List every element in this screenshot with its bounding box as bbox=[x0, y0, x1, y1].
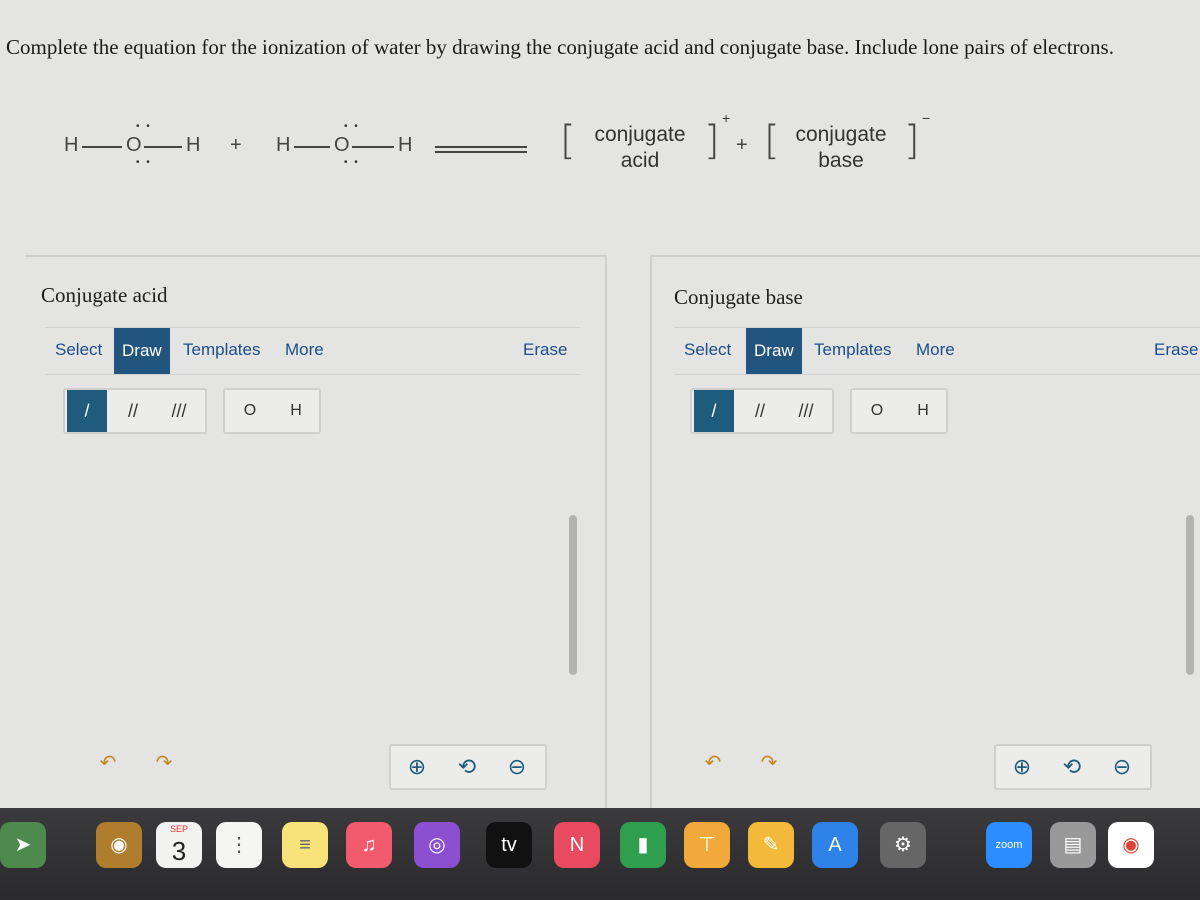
bracket-open: [ bbox=[560, 118, 576, 164]
zoom-out-icon[interactable]: ⊖ bbox=[1112, 754, 1132, 779]
calendar-month: SEP bbox=[169, 824, 188, 834]
draw-tab[interactable]: Draw bbox=[746, 328, 802, 374]
panel-title: Conjugate base bbox=[674, 285, 803, 309]
select-tab[interactable]: Select bbox=[55, 340, 103, 359]
eq-bond bbox=[144, 146, 182, 148]
tv-label: tv bbox=[501, 834, 517, 856]
bracket-close: ] bbox=[904, 118, 920, 164]
eq-h-atom: H bbox=[186, 134, 201, 156]
news-icon[interactable]: N bbox=[554, 822, 600, 868]
eq-bond bbox=[352, 146, 394, 148]
eq-plus: + bbox=[230, 134, 242, 156]
pages-icon[interactable]: ✎ bbox=[748, 822, 794, 868]
scrollbar[interactable] bbox=[1186, 515, 1194, 675]
bond-tool-group bbox=[690, 388, 834, 434]
lone-pair-dots: • • bbox=[344, 157, 360, 168]
select-tab[interactable]: Select bbox=[684, 340, 732, 359]
triple-bond-button[interactable]: /// bbox=[171, 401, 187, 421]
more-tab[interactable]: More bbox=[916, 340, 955, 359]
app-store-icon[interactable]: A bbox=[812, 822, 858, 868]
eq-h-atom: H bbox=[64, 134, 79, 156]
zoom-in-icon[interactable]: ⊕ bbox=[407, 754, 427, 779]
tv-icon[interactable] bbox=[486, 822, 532, 868]
editor-toolbar bbox=[45, 327, 580, 375]
oxygen-atom-button[interactable]: O bbox=[243, 402, 257, 419]
eq-bond bbox=[294, 146, 330, 148]
redo-icon[interactable]: ↷ bbox=[760, 752, 778, 774]
positive-charge: + bbox=[722, 110, 731, 126]
lone-pair-dots: • • bbox=[136, 121, 152, 132]
numbers-icon[interactable]: ▮ bbox=[620, 822, 666, 868]
hydrogen-atom-button[interactable]: H bbox=[917, 402, 929, 419]
hydrogen-atom-button[interactable]: H bbox=[290, 402, 302, 419]
calendar-icon[interactable] bbox=[156, 822, 202, 868]
notes-icon[interactable]: ≡ bbox=[282, 822, 328, 868]
conjugate-base-panel bbox=[650, 255, 1200, 812]
double-bond-button[interactable]: // bbox=[127, 401, 138, 421]
lone-pair-dots: • • bbox=[136, 157, 152, 168]
oxygen-atom-button[interactable]: O bbox=[870, 402, 884, 419]
zoom-app-label: zoom bbox=[995, 839, 1023, 851]
bracket-open: [ bbox=[764, 118, 780, 164]
calendar-day: 3 bbox=[171, 836, 187, 866]
zoom-tool-group bbox=[389, 744, 547, 790]
chrome-icon[interactable]: ◉ bbox=[1108, 822, 1154, 868]
undo-icon[interactable]: ↶ bbox=[99, 752, 117, 774]
erase-button[interactable]: Erase bbox=[1154, 340, 1199, 359]
eq-h-atom: H bbox=[276, 134, 291, 156]
drawing-canvas[interactable] bbox=[652, 447, 1200, 727]
undo-icon[interactable]: ↶ bbox=[704, 752, 722, 774]
maps-icon[interactable]: ➤ bbox=[0, 822, 46, 868]
system-preferences-icon[interactable]: ⚙ bbox=[880, 822, 926, 868]
single-bond-button[interactable]: / bbox=[694, 390, 734, 432]
erase-button[interactable]: Erase bbox=[523, 340, 568, 359]
panel-title: Conjugate acid bbox=[41, 283, 168, 307]
ionization-equation bbox=[0, 110, 1200, 190]
conjugate-acid-panel bbox=[25, 255, 607, 812]
scrollbar[interactable] bbox=[569, 515, 577, 675]
zoom-tool-group bbox=[994, 744, 1152, 790]
reminders-icon[interactable]: ⋮ bbox=[216, 822, 262, 868]
canvas-bottom-tools bbox=[87, 744, 587, 790]
macos-dock bbox=[0, 808, 1200, 900]
music-icon[interactable]: ♫ bbox=[346, 822, 392, 868]
editor-toolbar bbox=[674, 327, 1200, 375]
atom-tool-group bbox=[850, 388, 948, 434]
zoom-reset-icon[interactable]: ⟲ bbox=[1062, 754, 1082, 779]
redo-icon[interactable]: ↷ bbox=[155, 752, 173, 774]
eq-o-atom: O bbox=[334, 134, 350, 156]
zoom-in-icon[interactable]: ⊕ bbox=[1012, 754, 1032, 779]
zoom-app-icon[interactable] bbox=[986, 822, 1032, 868]
more-tab[interactable]: More bbox=[285, 340, 324, 359]
zoom-out-icon[interactable]: ⊖ bbox=[507, 754, 527, 779]
eq-h-atom: H bbox=[398, 134, 413, 156]
canvas-bottom-tools bbox=[692, 744, 1192, 790]
templates-tab[interactable]: Templates bbox=[183, 340, 261, 359]
zoom-reset-icon[interactable]: ⟲ bbox=[457, 754, 477, 779]
conjugate-acid-label: conjugate acid bbox=[594, 123, 686, 172]
triple-bond-button[interactable]: /// bbox=[798, 401, 814, 421]
atom-tool-group bbox=[223, 388, 321, 434]
question-text: Complete the equation for the ionization of water by drawing the conjugate acid and conjugate base. Include lone pairs of electrons. bbox=[6, 35, 1114, 59]
negative-charge: − bbox=[922, 110, 931, 126]
double-bond-button[interactable]: // bbox=[754, 401, 765, 421]
drawing-canvas[interactable] bbox=[25, 447, 605, 727]
single-bond-button[interactable]: / bbox=[67, 390, 107, 432]
bracket-close: ] bbox=[704, 118, 720, 164]
bond-tool-group bbox=[63, 388, 207, 434]
lone-pair-dots: • • bbox=[344, 121, 360, 132]
podcasts-icon[interactable]: ◎ bbox=[414, 822, 460, 868]
contacts-icon[interactable]: ◉ bbox=[96, 822, 142, 868]
eq-o-atom: O bbox=[126, 134, 142, 156]
templates-tab[interactable]: Templates bbox=[814, 340, 892, 359]
eq-bond bbox=[82, 146, 122, 148]
preview-icon[interactable]: ▤ bbox=[1050, 822, 1096, 868]
conjugate-base-label: conjugate base bbox=[795, 123, 887, 172]
keynote-icon[interactable]: ⊤ bbox=[684, 822, 730, 868]
draw-tab[interactable]: Draw bbox=[114, 328, 170, 374]
eq-plus: + bbox=[736, 134, 748, 156]
